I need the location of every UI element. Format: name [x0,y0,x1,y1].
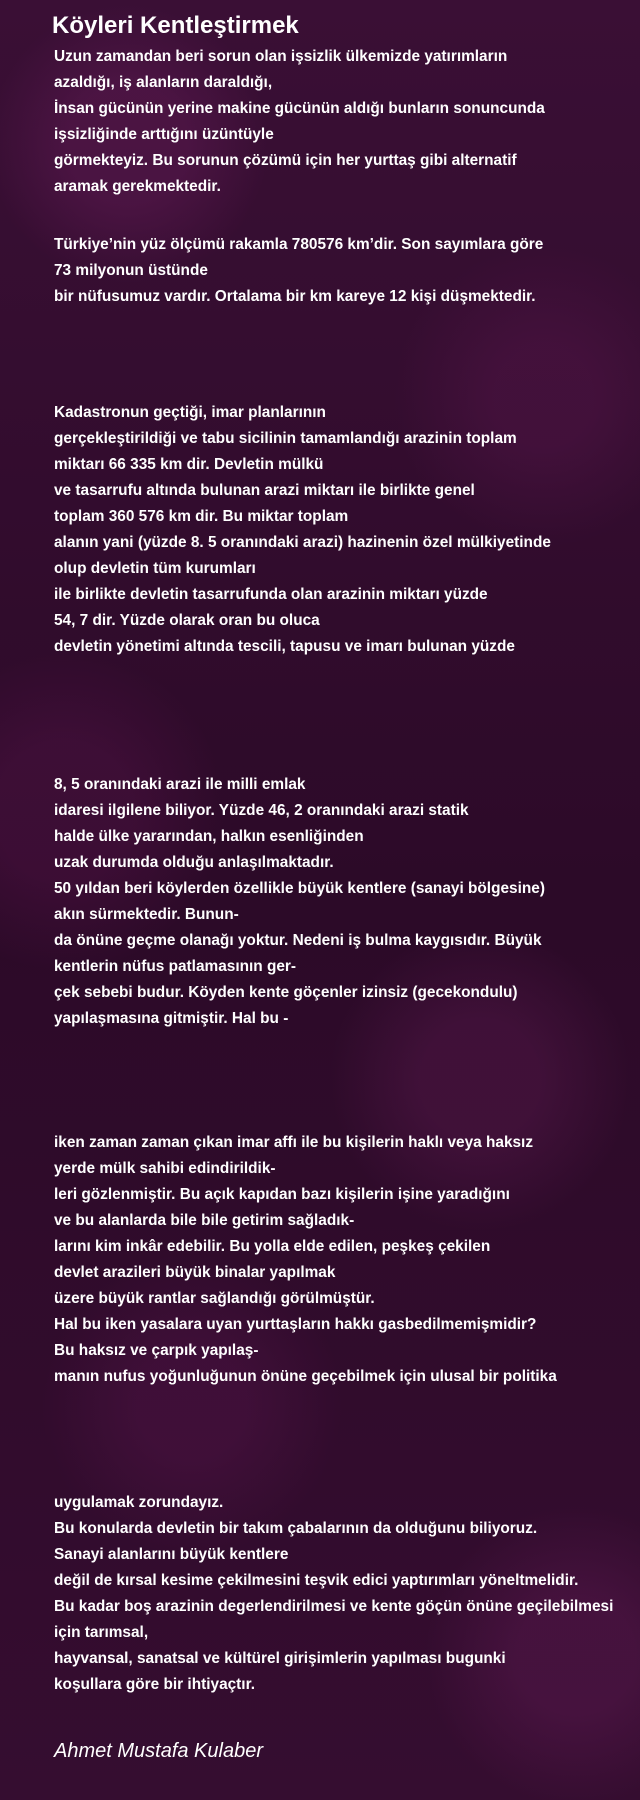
stanza-5 [54,1130,638,1390]
poem-line: Sanayi alanlarını büyük kentlere [54,1546,289,1563]
poem-line: 73 milyonun üstünde [54,262,208,279]
poem-line: aramak gerekmektedir. [54,178,221,195]
poem-line: Uzun zamandan beri sorun olan işsizlik ülkemizde yatırımların [54,48,508,65]
poem-line: da önüne geçme olanağı yoktur. Nedeni iş bulma kaygısıdır. Büyük [54,932,542,949]
poem-line: akın sürmektedir. Bunun- [54,906,239,923]
poem-line: alanın yani (yüzde 8. 5 oranındaki arazi) hazinenin özel mülkiyetinde [54,534,551,551]
poem-line: değil de kırsal kesime çekilmesini teşvik edici yaptırımları yöneltmelidir. [54,1572,579,1589]
poem-line: Hal bu iken yasalara uyan yurttaşların hakkı gasbedilmemişmidir? [54,1316,537,1333]
poem-line: manın nufus yoğunluğunun önüne geçebilmek için ulusal bir politika [54,1368,557,1385]
poem-line: yerde mülk sahibi edindirildik- [54,1160,276,1177]
poem-line: Bu haksız ve çarpık yapılaş- [54,1342,259,1359]
stanza-6 [54,1490,638,1698]
poem-line: koşullara göre bir ihtiyaçtır. [54,1676,256,1693]
poem-line: leri gözlenmiştir. Bu açık kapıdan bazı kişilerin işine yaradığını [54,1186,510,1203]
poem-line: gerçekleştirildiği ve tabu sicilinin tamamlandığı arazinin toplam [54,430,517,447]
poem-line: miktarı 66 335 km dir. Devletin mülkü [54,456,324,473]
poem-line: ve tasarrufu altında bulunan arazi miktarı ile birlikte genel [54,482,475,499]
poem-line: Bu kadar boş arazinin degerlendirilmesi ve kente göçün önüne geçilebilmesi için tarımsal, [54,1598,614,1641]
poem-line: işsizliğinde arttığını üzüntüyle [54,126,274,143]
poem-line: hayvansal, sanatsal ve kültürel girişimlerin yapılması bugunki [54,1650,506,1667]
stanza-2 [54,232,638,310]
poem-line: görmekteyiz. Bu sorunun çözümü için her yurttaş gibi alternatif [54,152,517,169]
poem-line: 50 yıldan beri köylerden özellikle büyük kentlere (sanayi bölgesine) [54,880,545,897]
poem-line: çek sebebi budur. Köyden kente göçenler izinsiz (gecekondulu) [54,984,518,1001]
poem-line: idaresi ilgilene biliyor. Yüzde 46, 2 oranındaki arazi statik [54,802,469,819]
poem-line: iken zaman zaman çıkan imar affı ile bu kişilerin haklı veya haksız [54,1134,534,1151]
stanza-4 [54,772,638,1032]
poem-line: ve bu alanlarda bile bile getirim sağladık- [54,1212,355,1229]
poem-line: yapılaşmasına gitmiştir. Hal bu - [54,1010,289,1027]
poem-line: devletin yönetimi altında tescili, tapusu ve imarı bulunan yüzde [54,638,515,655]
poem-line: üzere büyük rantlar sağlandığı görülmüştür. [54,1290,375,1307]
poem-line: bir nüfusumuz vardır. Ortalama bir km kareye 12 kişi düşmektedir. [54,288,536,305]
poem-line: halde ülke yararından, halkın esenliğinden [54,828,364,845]
poem-line: kentlerin nüfus patlamasının ger- [54,958,297,975]
poem-line: uzak durumda olduğu anlaşılmaktadır. [54,854,334,871]
poem-line: azaldığı, iş alanların daraldığı, [54,74,273,91]
poem-line: larını kim inkâr edebilir. Bu yolla elde edilen, peşkeş çekilen [54,1238,491,1255]
poem-line: olup devletin tüm kurumları [54,560,256,577]
poem-line: uygulamak zorundayız. [54,1494,224,1511]
poem-line: Türkiye’nin yüz ölçümü rakamla 780576 km’dir. Son sayımlara göre [54,236,544,253]
poem-title: Köyleri Kentleştirmek [52,12,299,39]
poem-author: Ahmet Mustafa Kulaber [54,1740,263,1762]
stanza-1 [54,44,638,200]
poem-line: 54, 7 dir. Yüzde olarak oran bu oluca [54,612,320,629]
poem-line: Kadastronun geçtiği, imar planlarının [54,404,326,421]
stanza-3 [54,400,638,660]
poem-line: ile birlikte devletin tasarrufunda olan arazinin miktarı yüzde [54,586,488,603]
poem-line: Bu konularda devletin bir takım çabalarının da olduğunu biliyoruz. [54,1520,538,1537]
poem-line: İnsan gücünün yerine makine gücünün aldığı bunların sonuncunda [54,100,545,117]
poem-line: toplam 360 576 km dir. Bu miktar toplam [54,508,349,525]
poem-line: devlet arazileri büyük binalar yapılmak [54,1264,336,1281]
poem-line: 8, 5 oranındaki arazi ile milli emlak [54,776,306,793]
